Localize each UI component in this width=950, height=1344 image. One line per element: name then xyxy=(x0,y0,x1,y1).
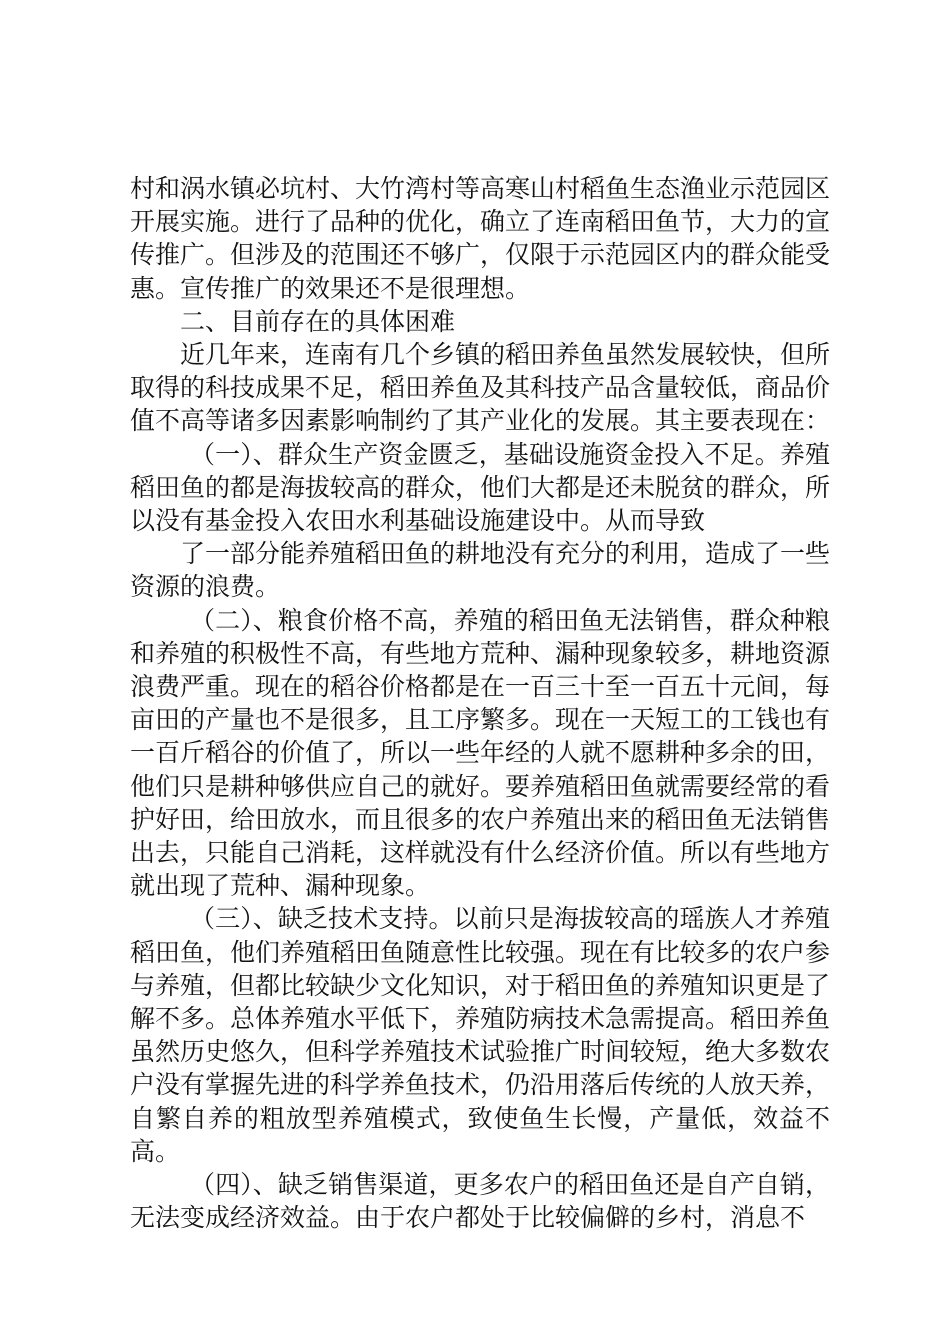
paragraph-item-1-continued: 了一部分能养殖稻田鱼的耕地没有充分的利用，造成了一些资源的浪费。 xyxy=(130,539,831,602)
paragraph-intro: 近几年来，连南有几个乡镇的稻田养鱼虽然发展较快，但所取得的科技成果不足，稻田养鱼及其科技产品含量较低，商品价值不高等诸多因素影响制约了其产业化的发展。其主要表现在： xyxy=(130,340,831,436)
paragraph-continuation: 村和涡水镇必坑村、大竹湾村等高寒山村稻鱼生态渔业示范园区开展实施。进行了品种的优化，确立了连南稻田鱼节，大力的宣传推广。但涉及的范围还不够广，仅限于示范园区内的群众能受惠。宣传推广的效果还不是很理想。 xyxy=(130,174,831,303)
paragraph-item-4: （四）、缺乏销售渠道，更多农户的稻田鱼还是自产自销，无法变成经济效益。由于农户都处于比较偏僻的乡村，消息不 xyxy=(130,1170,830,1233)
section-heading: 二、目前存在的具体困难 xyxy=(180,306,456,336)
paragraph-item-2: （二）、粮食价格不高，养殖的稻田鱼无法销售，群众种粮和养殖的积极性不高，有些地方荒种、漏种现象较多，耕地资源浪费严重。现在的稻谷价格都是在一百三十至一百五十元间，每亩田的产量也不是很多，且工序繁多。现在一天短工的工钱也有一百斤稻谷的价值了，所以一些年经的人就不愿耕种多余的田，他们只是耕种够供应自己的就好。要养殖稻田鱼就需要经常的看护好田，给田放水，而且很多的农户养殖出来的稻田鱼无法销售出去，只能自己消耗，这样就没有什么经济价值。所以有些地方就出现了荒种、漏种现象。 xyxy=(130,605,831,901)
paragraph-item-3: （三）、缺乏技术支持。以前只是海拔较高的瑶族人才养殖稻田鱼，他们养殖稻田鱼随意性比较强。现在有比较多的农户参与养殖，但都比较缺少文化知识，对于稻田鱼的养殖知识更是了解不多。总体养殖水平低下，养殖防病技术急需提高。稻田养鱼虽然历史悠久，但科学养殖技术试验推广时间较短，绝大多数农户没有掌握先进的科学养鱼技术，仍沿用落后传统的人放天养，自繁自养的粗放型养殖模式，致使鱼生长慢，产量低，效益不高。 xyxy=(130,904,831,1166)
document-body xyxy=(130,172,830,1235)
paragraph-item-1: （一）、群众生产资金匮乏，基础设施资金投入不足。养殖稻田鱼的都是海拔较高的群众，他们大都是还未脱贫的群众，所以没有基金投入农田水利基础设施建设中。从而导致 xyxy=(130,439,831,536)
